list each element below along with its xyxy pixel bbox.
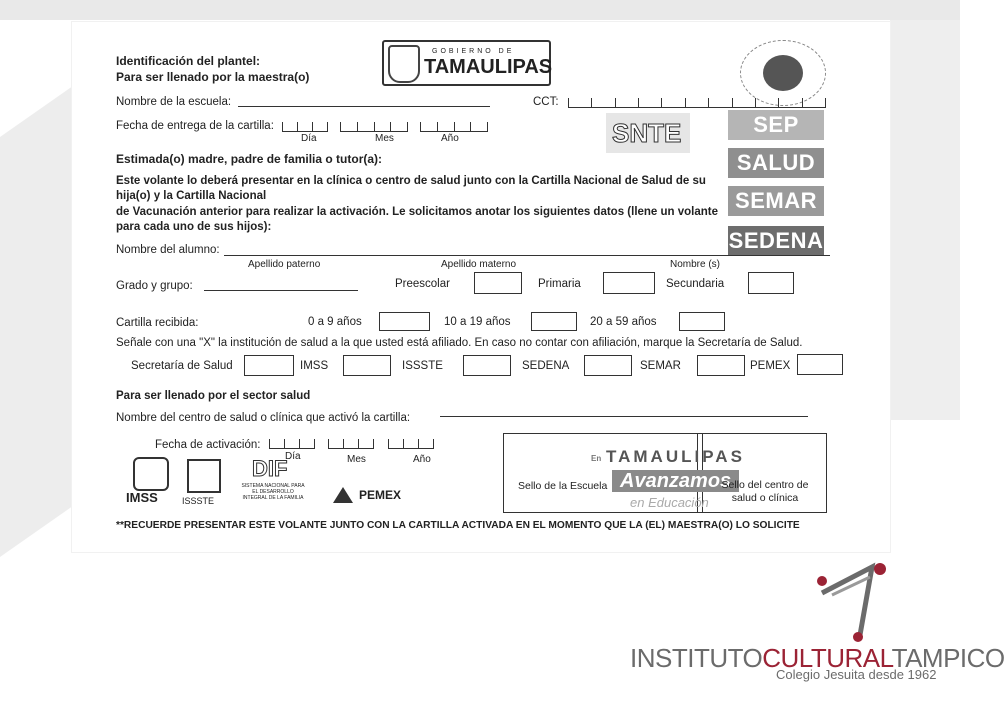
student-name-label: Nombre del alumno: — [116, 244, 220, 256]
health-sector-heading: Para ser llenado por el sector salud — [116, 390, 311, 402]
issste-emblem-icon — [187, 459, 221, 493]
pemex-eagle-icon — [333, 487, 353, 503]
stamp-watermark-avanzamos: Avanzamos — [612, 470, 739, 492]
instructions-line-2: hija(o) y la Cartilla Nacional — [116, 190, 267, 202]
age-range-10-19-label: 10 a 19 años — [444, 316, 511, 328]
eagle-icon — [763, 55, 803, 91]
delivery-month-field[interactable] — [340, 121, 408, 132]
institute-name-part1: INSTITUTO — [630, 643, 763, 673]
issste-logo — [182, 459, 224, 507]
activation-date-part-month: Mes — [347, 454, 366, 465]
cct-label: CCT: — [533, 96, 559, 108]
greeting: Estimada(o) madre, padre de familia o tutor(a): — [116, 152, 383, 166]
card-received-label: Cartilla recibida: — [116, 317, 199, 329]
emblem-dot-left — [817, 576, 827, 586]
activation-month-field[interactable] — [328, 438, 374, 449]
form-heading: Identificación del plantel: — [116, 54, 261, 68]
pemex-logo-text: PEMEX — [359, 488, 402, 502]
background-shape-right — [890, 20, 960, 420]
institute-tagline: Colegio Jesuita desde 1962 — [776, 667, 937, 682]
institution-ssa-label: Secretaría de Salud — [131, 360, 233, 372]
institution-semar-checkbox[interactable] — [697, 355, 745, 376]
date-part-month: Mes — [375, 133, 394, 144]
tamaulipas-government-logo — [382, 40, 551, 86]
name-part-given: Nombre (s) — [670, 259, 721, 270]
institution-sedena-checkbox[interactable] — [584, 355, 632, 376]
level-secundaria-checkbox[interactable] — [748, 272, 794, 294]
stamp-watermark-name: TAMAULIPAS — [606, 447, 745, 466]
sedena-badge: SEDENA — [728, 226, 824, 256]
dif-caption: SISTEMA NACIONAL PARA EL DESARROLLO INTEGRAL DE LA FAMILIA — [241, 483, 305, 501]
delivery-year-field[interactable] — [420, 121, 488, 132]
student-name-field[interactable] — [224, 255, 830, 256]
semar-badge: SEMAR — [728, 186, 824, 216]
instructions-line-4: para cada uno de sus hijos): — [116, 221, 272, 233]
affiliation-instruction: Señale con una "X" la institución de salud a la que usted está afiliado. En caso no contar con afiliación, marque la Secretaría de Salud. — [116, 337, 803, 349]
clinic-stamp-label: Sello del centro de salud o clínica — [721, 479, 809, 504]
age-range-20-59-checkbox[interactable] — [679, 312, 725, 331]
instructions-line-1: Este volante lo deberá presentar en la clínica o centro de salud junto con la Cartilla Nacional de Salud de su — [116, 175, 706, 187]
name-part-paternal: Apellido paterno — [248, 259, 321, 270]
health-center-field[interactable] — [440, 416, 808, 417]
reminder-note: **RECUERDE PRESENTAR ESTE VOLANTE JUNTO CON LA CARTILLA ACTIVADA EN EL MOMENTO QUE LA (EL) MAESTRA(O) LO SOLICITE — [116, 520, 800, 531]
issste-logo-text: ISSSTE — [182, 496, 215, 506]
imss-eagle-icon — [133, 457, 169, 491]
pemex-logo — [333, 485, 417, 505]
institute-name-part2: CULTURAL — [762, 643, 892, 673]
institution-pemex-checkbox[interactable] — [797, 354, 843, 375]
school-stamp-label: Sello de la Escuela — [518, 480, 608, 492]
level-primaria-checkbox[interactable] — [603, 272, 655, 294]
institute-emblem — [812, 555, 912, 645]
institution-issste-label: ISSSTE — [402, 360, 443, 372]
snte-logo — [606, 113, 690, 153]
institution-sedena-label: SEDENA — [522, 360, 570, 372]
salud-badge: SALUD — [728, 148, 824, 178]
stamp-watermark-en: En — [591, 454, 602, 463]
imss-logo — [126, 457, 172, 507]
emblem-dot-bottom — [853, 632, 863, 642]
stamp-watermark-education: en Educación — [630, 495, 709, 510]
institution-imss-checkbox[interactable] — [343, 355, 391, 376]
coat-of-arms-icon — [388, 45, 420, 83]
level-secundaria-label: Secundaria — [666, 278, 725, 290]
snte-logo-text: SNTE — [612, 118, 682, 148]
name-part-maternal: Apellido materno — [441, 259, 517, 270]
grade-field[interactable] — [204, 290, 358, 291]
gov-logo-name: TAMAULIPAS — [424, 56, 553, 78]
activation-year-field[interactable] — [388, 438, 434, 449]
delivery-day-field[interactable] — [282, 121, 328, 132]
dif-logo-text: DIF — [252, 456, 288, 481]
institution-pemex-label: PEMEX — [750, 360, 791, 372]
background-shape-left — [0, 81, 80, 599]
institution-imss-label: IMSS — [300, 360, 329, 372]
institute-name-part3: TAMPICO — [891, 643, 1005, 673]
cct-field[interactable] — [568, 97, 826, 108]
institution-semar-label: SEMAR — [640, 360, 681, 372]
imss-logo-text: IMSS — [126, 490, 158, 505]
date-part-year: Año — [441, 133, 459, 144]
institution-ssa-checkbox[interactable] — [244, 355, 294, 376]
age-range-20-59-label: 20 a 59 años — [590, 316, 657, 328]
sep-badge: SEP — [728, 110, 824, 140]
institution-issste-checkbox[interactable] — [463, 355, 511, 376]
age-range-0-9-label: 0 a 9 años — [308, 316, 362, 328]
form-subheading: Para ser llenado por la maestra(o) — [116, 70, 310, 84]
level-preescolar-label: Preescolar — [395, 278, 450, 290]
grade-label: Grado y grupo: — [116, 280, 193, 292]
age-range-0-9-checkbox[interactable] — [379, 312, 430, 331]
level-preescolar-checkbox[interactable] — [474, 272, 522, 294]
activation-date-label: Fecha de activación: — [155, 439, 261, 451]
emblem-dot-top — [874, 563, 886, 575]
health-center-label: Nombre del centro de salud o clínica que activó la cartilla: — [116, 412, 411, 424]
school-name-label: Nombre de la escuela: — [116, 96, 232, 108]
instructions-line-3: de Vacunación anterior para realizar la activación. Le solicitamos anotar los siguientes datos (llene un volante — [116, 206, 719, 218]
age-range-10-19-checkbox[interactable] — [531, 312, 577, 331]
background-stripe — [0, 0, 960, 20]
emblem-triangle-stroke — [822, 567, 872, 635]
school-name-field[interactable] — [238, 106, 490, 107]
gov-logo-top-text: GOBIERNO DE — [432, 48, 515, 55]
activation-date-part-year: Año — [413, 454, 431, 465]
level-primaria-label: Primaria — [538, 278, 581, 290]
delivery-date-label: Fecha de entrega de la cartilla: — [116, 120, 274, 132]
activation-day-field[interactable] — [269, 438, 315, 449]
activation-date-part-day: Día — [285, 451, 301, 462]
date-part-day: Día — [301, 133, 317, 144]
dif-logo — [240, 457, 312, 509]
